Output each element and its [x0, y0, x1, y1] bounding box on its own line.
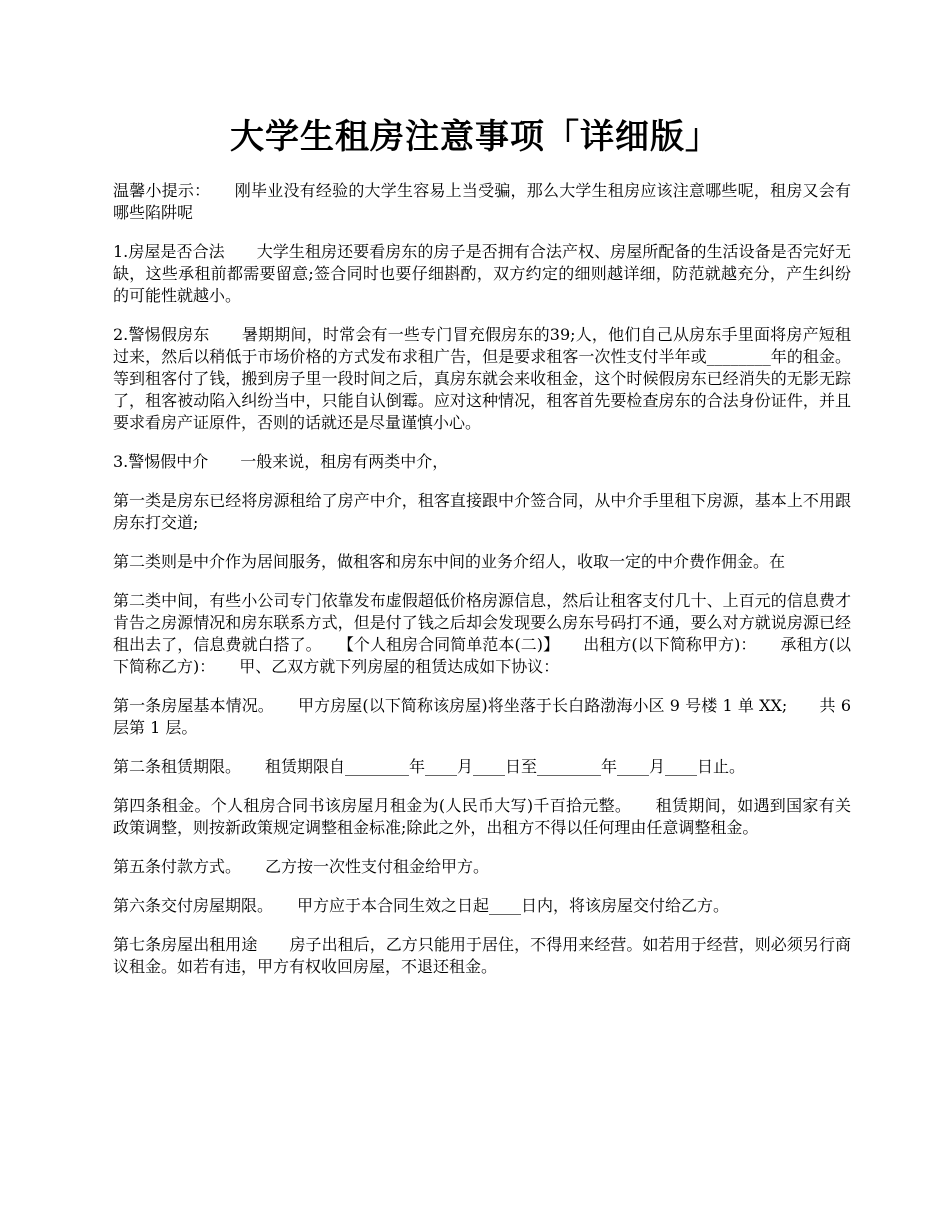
paragraph-agency-type-one: 第一类是房东已经将房源租给了房产中介，租客直接跟中介签合同，从中介手里租下房源，基本上不用跟房东打交道;	[113, 491, 851, 532]
paragraph-article-4: 第四条租金。个人租房合同书该房屋月租金为(人民币大写)千百拾元整。 租赁期间，如遇到国家有关政策调整，则按新政策规定调整租金标准;除此之外，出租方不得以任何理由任意调整租金。	[113, 796, 851, 837]
paragraph-article-5: 第五条付款方式。 乙方按一次性支付租金给甲方。	[113, 857, 490, 876]
paragraph-article-7: 第七条房屋出租用途 房子出租后，乙方只能用于居住，不得用来经营。如若用于经营，则必须另行商议租金。如若有违，甲方有权收回房屋，不退还租金。	[113, 935, 851, 976]
paragraph-agency-type-two: 第二类则是中介作为居间服务，做租客和房东中间的业务介绍人，收取一定的中介费作佣金。在	[113, 552, 786, 571]
document-title: 大学生租房注意事项「详细版」	[230, 117, 720, 157]
document-body	[113, 180, 851, 995]
paragraph-intro-tip: 温馨小提示： 刚毕业没有经验的大学生容易上当受骗，那么大学生租房应该注意哪些呢，租房又会有哪些陷阱呢	[113, 181, 851, 222]
paragraph-fake-landlord: 2.警惕假房东 暑期期间，时常会有一些专门冒充假房东的39;人，他们自己从房东手里面将房产短租过来，然后以稍低于市场价格的方式发布求租广告，但是要求租客一次性支付半年或________年的租金。等到租客付了钱，搬到房子里一段时间之后，真房东就会来收租金，这个时候假房东已经消失的无影无踪了，租客被动陷入纠纷当中，只能自认倒霉。应对这种情况，租客首先要检查房东的合法身份证件，并且要求看房产证原件，否则的话就还是尽量谨慎小心。	[113, 325, 851, 432]
paragraph-article-1: 第一条房屋基本情况。 甲方房屋(以下简称该房屋)将坐落于长白路渤海小区 9 号楼 1 单 XX; 共 6 层第 1 层。	[113, 696, 851, 737]
paragraph-fake-agency: 3.警惕假中介 一般来说，租房有两类中介，	[113, 452, 449, 471]
paragraph-legal-housing: 1.房屋是否合法 大学生租房还要看房东的房子是否拥有合法产权、房屋所配备的生活设备是否完好无缺，这些承租前都需要留意;签合同时也要仔细斟酌，双方约定的细则越详细，防范就越充分，产生纠纷的可能性就越小。	[113, 242, 851, 305]
paragraph-article-6: 第六条交付房屋期限。 甲方应于本合同生效之日起____日内，将该房屋交付给乙方。	[113, 896, 730, 915]
paragraph-contract-intro: 第二类中间，有些小公司专门依靠发布虚假超低价格房源信息，然后让租客支付几十、上百元的信息费才肯告之房源情况和房东联系方式，但是付了钱之后却会发现要么房东号码打不通，要么对方就说房源已经租出去了，信息费就白搭了。 【个人租房合同简单范本(二)】 出租方(以下简称甲方)： 承租方(以下简称乙方)： 甲、乙双方就下列房屋的租赁达成如下协议：	[113, 591, 851, 676]
paragraph-article-2: 第二条租赁期限。 租赁期限自________年____月____日至________年____月____日止。	[113, 757, 746, 776]
